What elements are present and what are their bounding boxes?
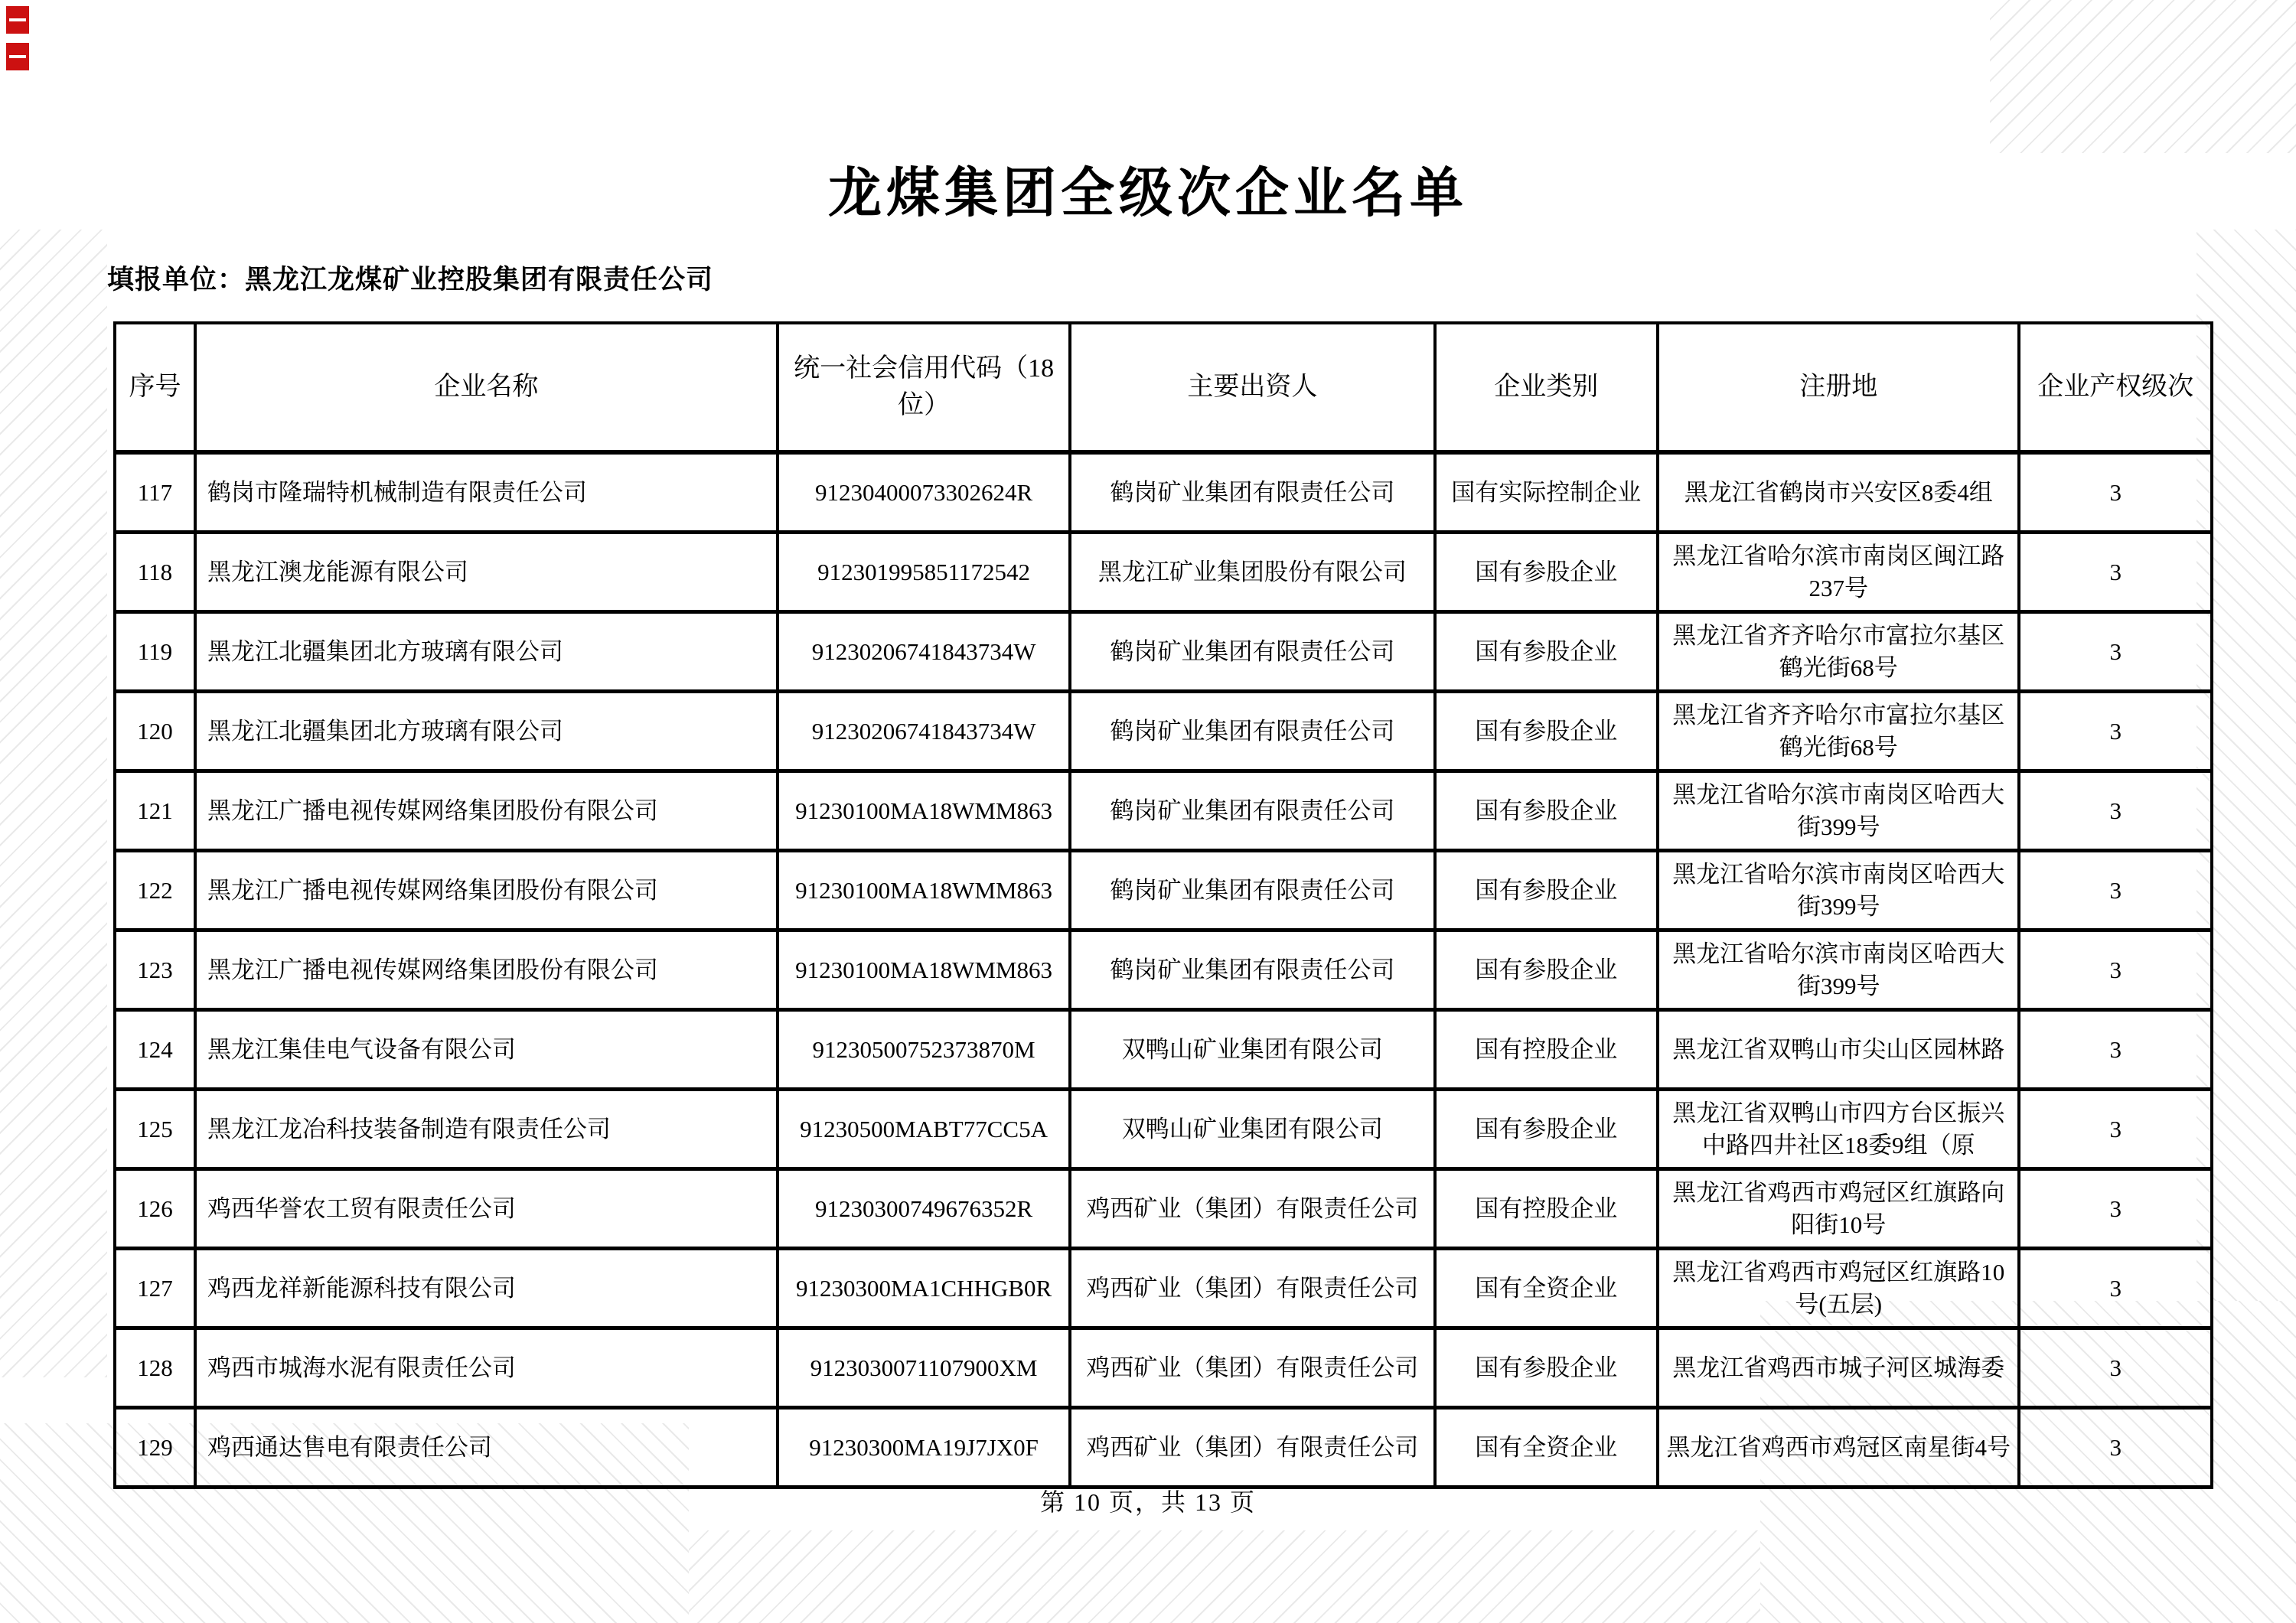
cell-no: 121 (115, 771, 195, 851)
cell-category: 国有参股企业 (1435, 612, 1658, 692)
header-no: 序号 (115, 323, 195, 452)
table-row (115, 612, 2212, 692)
cell-credit-code: 91230206741843734W (778, 692, 1071, 771)
cell-ownership-level: 3 (2019, 1010, 2212, 1090)
cell-location: 黑龙江省双鸭山市尖山区园林路 (1658, 1010, 2019, 1090)
cell-no: 127 (115, 1249, 195, 1328)
cell-location: 黑龙江省鹤岗市兴安区8委4组 (1658, 452, 2019, 533)
header-ownership-level: 企业产权级次 (2019, 323, 2212, 452)
cell-credit-code: 91230206741843734W (778, 612, 1071, 692)
cell-ownership-level: 3 (2019, 533, 2212, 612)
cell-credit-code: 91230400073302624R (778, 452, 1071, 533)
cell-no: 120 (115, 692, 195, 771)
reporting-unit-label: 填报单位：黑龙江龙煤矿业控股集团有限责任公司 (107, 265, 714, 295)
cell-ownership-level: 3 (2019, 1408, 2212, 1488)
cell-location: 黑龙江省双鸭山市四方台区振兴中路四井社区18委9组（原 (1658, 1090, 2019, 1169)
cell-company-name: 黑龙江广播电视传媒网络集团股份有限公司 (195, 771, 778, 851)
cell-company-name: 鸡西华誉农工贸有限责任公司 (195, 1169, 778, 1249)
cell-location: 黑龙江省哈尔滨市南岗区哈西大街399号 (1658, 930, 2019, 1010)
page-number: 第 10 页，共 13 页 (1039, 1488, 1256, 1516)
cell-category: 国有实际控制企业 (1435, 452, 1658, 533)
cell-credit-code: 91230500752373870M (778, 1010, 1071, 1090)
cell-location: 黑龙江省哈尔滨市南岗区哈西大街399号 (1658, 851, 2019, 930)
cell-investor: 鹤岗矿业集团有限责任公司 (1070, 851, 1434, 930)
cell-credit-code: 91230500MABT77CC5A (778, 1090, 1071, 1169)
cell-location: 黑龙江省鸡西市鸡冠区红旗路向阳街10号 (1658, 1169, 2019, 1249)
cell-no: 125 (115, 1090, 195, 1169)
table-row (115, 771, 2212, 851)
cell-company-name: 黑龙江广播电视传媒网络集团股份有限公司 (195, 930, 778, 1010)
cell-investor: 黑龙江矿业集团股份有限公司 (1070, 533, 1434, 612)
header-location: 注册地 (1658, 323, 2019, 452)
table-row (115, 1328, 2212, 1408)
header-investor: 主要出资人 (1070, 323, 1434, 452)
cell-category: 国有全资企业 (1435, 1408, 1658, 1488)
red-edge-mark-icon (6, 43, 29, 70)
cell-company-name: 鹤岗市隆瑞特机械制造有限责任公司 (195, 452, 778, 533)
header-category: 企业类别 (1435, 323, 1658, 452)
cell-company-name: 黑龙江龙冶科技装备制造有限责任公司 (195, 1090, 778, 1169)
cell-credit-code: 91230300MA1CHHGB0R (778, 1249, 1071, 1328)
cell-category: 国有参股企业 (1435, 771, 1658, 851)
header-credit-code: 统一社会信用代码（18位） (778, 323, 1071, 452)
table-header-row (115, 323, 2212, 452)
scan-artifact-lines (0, 230, 107, 1377)
table-row (115, 692, 2212, 771)
cell-investor: 鹤岗矿业集团有限责任公司 (1070, 692, 1434, 771)
cell-ownership-level: 3 (2019, 930, 2212, 1010)
table-row (115, 1169, 2212, 1249)
cell-company-name: 黑龙江广播电视传媒网络集团股份有限公司 (195, 851, 778, 930)
cell-investor: 鸡西矿业（集团）有限责任公司 (1070, 1249, 1434, 1328)
cell-ownership-level: 3 (2019, 771, 2212, 851)
cell-investor: 鹤岗矿业集团有限责任公司 (1070, 612, 1434, 692)
table-row (115, 1010, 2212, 1090)
cell-category: 国有参股企业 (1435, 851, 1658, 930)
page-title: 龙煤集团全级次企业名单 (828, 165, 1468, 223)
cell-category: 国有全资企业 (1435, 1249, 1658, 1328)
cell-category: 国有参股企业 (1435, 930, 1658, 1010)
cell-location: 黑龙江省鸡西市鸡冠区南星街4号 (1658, 1408, 2019, 1488)
table-row (115, 452, 2212, 533)
scan-artifact-lines (1990, 0, 2296, 153)
cell-category: 国有控股企业 (1435, 1169, 1658, 1249)
cell-company-name: 黑龙江北疆集团北方玻璃有限公司 (195, 692, 778, 771)
table-body (115, 452, 2212, 1488)
table-row (115, 1090, 2212, 1169)
red-edge-mark-icon (6, 6, 29, 34)
cell-ownership-level: 3 (2019, 1249, 2212, 1328)
cell-credit-code: 91230100MA18WMM863 (778, 771, 1071, 851)
cell-credit-code: 9123030071107900XM (778, 1328, 1071, 1408)
table-row (115, 533, 2212, 612)
cell-location: 黑龙江省鸡西市鸡冠区红旗路10号(五层) (1658, 1249, 2019, 1328)
cell-investor: 鹤岗矿业集团有限责任公司 (1070, 771, 1434, 851)
cell-investor: 双鸭山矿业集团有限公司 (1070, 1090, 1434, 1169)
cell-company-name: 鸡西龙祥新能源科技有限公司 (195, 1249, 778, 1328)
enterprise-table (113, 321, 2213, 1489)
table-row (115, 930, 2212, 1010)
cell-ownership-level: 3 (2019, 452, 2212, 533)
cell-no: 123 (115, 930, 195, 1010)
cell-category: 国有控股企业 (1435, 1010, 1658, 1090)
cell-no: 119 (115, 612, 195, 692)
cell-credit-code: 912301995851172542 (778, 533, 1071, 612)
cell-ownership-level: 3 (2019, 612, 2212, 692)
cell-category: 国有参股企业 (1435, 533, 1658, 612)
cell-location: 黑龙江省鸡西市城子河区城海委 (1658, 1328, 2019, 1408)
table-row (115, 1249, 2212, 1328)
cell-investor: 鸡西矿业（集团）有限责任公司 (1070, 1169, 1434, 1249)
cell-no: 128 (115, 1328, 195, 1408)
table-row (115, 851, 2212, 930)
cell-credit-code: 91230300749676352R (778, 1169, 1071, 1249)
cell-no: 122 (115, 851, 195, 930)
cell-company-name: 鸡西通达售电有限责任公司 (195, 1408, 778, 1488)
cell-location: 黑龙江省哈尔滨市南岗区哈西大街399号 (1658, 771, 2019, 851)
cell-company-name: 鸡西市城海水泥有限责任公司 (195, 1328, 778, 1408)
cell-credit-code: 91230100MA18WMM863 (778, 930, 1071, 1010)
cell-category: 国有参股企业 (1435, 692, 1658, 771)
cell-company-name: 黑龙江集佳电气设备有限公司 (195, 1010, 778, 1090)
cell-location: 黑龙江省齐齐哈尔市富拉尔基区鹤光街68号 (1658, 692, 2019, 771)
cell-credit-code: 91230100MA18WMM863 (778, 851, 1071, 930)
cell-investor: 鸡西矿业（集团）有限责任公司 (1070, 1408, 1434, 1488)
cell-category: 国有参股企业 (1435, 1090, 1658, 1169)
cell-location: 黑龙江省哈尔滨市南岗区闽江路237号 (1658, 533, 2019, 612)
cell-no: 126 (115, 1169, 195, 1249)
cell-investor: 鹤岗矿业集团有限责任公司 (1070, 930, 1434, 1010)
cell-investor: 鸡西矿业（集团）有限责任公司 (1070, 1328, 1434, 1408)
cell-no: 124 (115, 1010, 195, 1090)
cell-no: 118 (115, 533, 195, 612)
cell-ownership-level: 3 (2019, 1169, 2212, 1249)
scan-artifact-lines (689, 1530, 1760, 1623)
cell-investor: 双鸭山矿业集团有限公司 (1070, 1010, 1434, 1090)
cell-ownership-level: 3 (2019, 1328, 2212, 1408)
cell-investor: 鹤岗矿业集团有限责任公司 (1070, 452, 1434, 533)
cell-company-name: 黑龙江澳龙能源有限公司 (195, 533, 778, 612)
cell-credit-code: 91230300MA19J7JX0F (778, 1408, 1071, 1488)
header-company-name: 企业名称 (195, 323, 778, 452)
cell-company-name: 黑龙江北疆集团北方玻璃有限公司 (195, 612, 778, 692)
cell-ownership-level: 3 (2019, 851, 2212, 930)
cell-ownership-level: 3 (2019, 692, 2212, 771)
cell-location: 黑龙江省齐齐哈尔市富拉尔基区鹤光街68号 (1658, 612, 2019, 692)
table-row (115, 1408, 2212, 1488)
cell-no: 117 (115, 452, 195, 533)
cell-no: 129 (115, 1408, 195, 1488)
cell-ownership-level: 3 (2019, 1090, 2212, 1169)
cell-category: 国有参股企业 (1435, 1328, 1658, 1408)
